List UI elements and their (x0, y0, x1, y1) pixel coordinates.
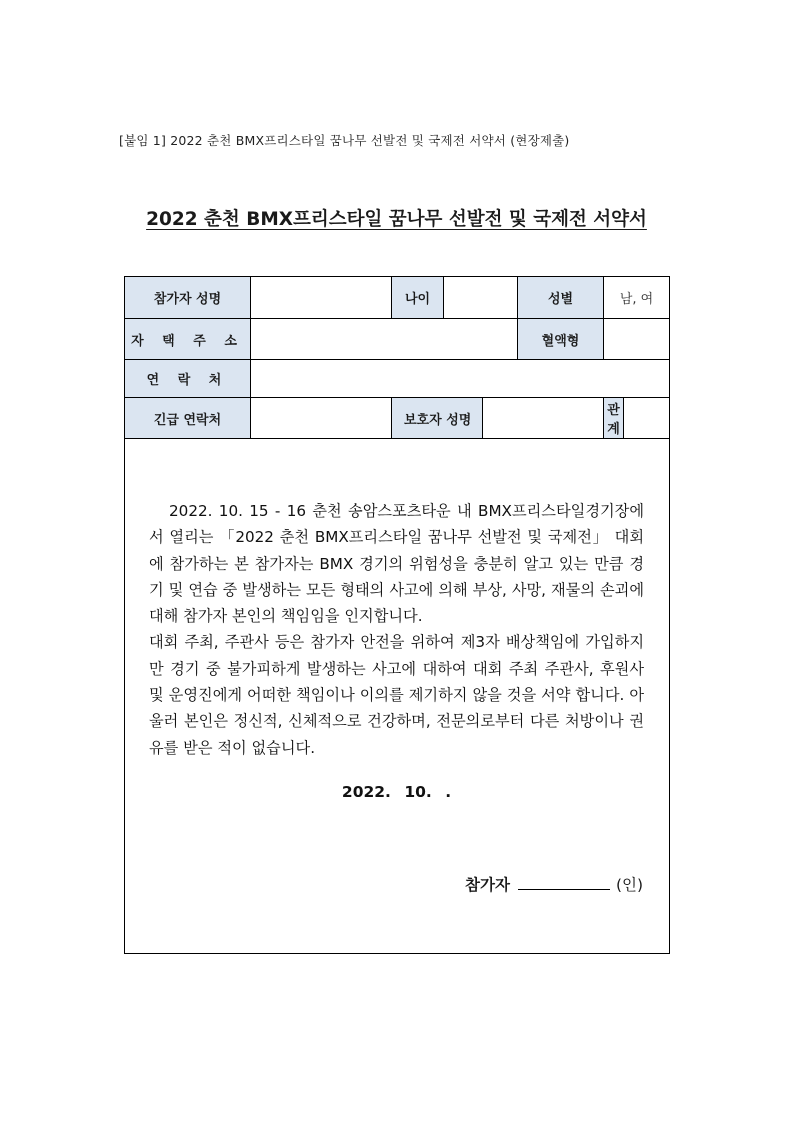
sex-label: 성별 (518, 277, 604, 319)
blood-type-field[interactable] (604, 319, 670, 360)
age-label: 나이 (392, 277, 444, 319)
age-field[interactable] (444, 277, 518, 319)
emergency-contact-label: 긴급 연락처 (125, 398, 251, 439)
contact-label: 연 락 처 (125, 360, 251, 398)
signature-field[interactable] (518, 875, 610, 890)
sex-field[interactable]: 남, 여 (604, 277, 670, 319)
name-label: 참가자 성명 (125, 277, 251, 319)
pledge-form-table (124, 276, 670, 954)
document-title: 2022 춘천 BMX프리스타일 꿈나무 선발전 및 국제전 서약서 (146, 209, 647, 230)
signer-label: 참가자 (465, 876, 510, 894)
relation-label: 관계 (604, 398, 624, 439)
signature-line (465, 873, 643, 895)
address-field[interactable] (251, 319, 518, 360)
pledge-paragraph-2: 대회 주최, 주관사 등은 참가자 안전을 위하여 제3자 배상책임에 가입하지만 경기 중 불가피하게 발생하는 사고에 대하여 대회 주최 주관사, 후원사 및 운영진에게 어떠한 책임이나 이의를 제기하지 않을 것을 서약 합니다. 아울러 본인은 정신적, 신체적으로 건강하며, 전문의로부터 다른 처방이나 권유를 받은 적이 없습니다. (149, 633, 645, 757)
name-field[interactable] (251, 277, 392, 319)
pledge-date: 2022. 10. . (341, 782, 452, 801)
guardian-name-label: 보호자 성명 (392, 398, 483, 439)
pledge-text (149, 498, 644, 805)
pledge-body (125, 439, 670, 954)
address-label: 자 택 주 소 (125, 319, 251, 360)
attachment-note: [붙임 1] 2022 춘천 BMX프리스타일 꿈나무 선발전 및 국제전 서약서 (현장제출) (119, 133, 570, 148)
relation-field[interactable] (624, 398, 670, 439)
emergency-contact-field[interactable] (251, 398, 392, 439)
seal-mark: (인) (615, 876, 644, 894)
contact-field[interactable] (251, 360, 670, 398)
blood-type-label: 혈액형 (518, 319, 604, 360)
pledge-paragraph-1: 2022. 10. 15 - 16 춘천 송암스포츠타운 내 BMX프리스타일경기장에서 열리는 「2022 춘천 BMX프리스타일 꿈나무 선발전 및 국제전」 대회에 참가하는 본 참가자는 BMX 경기의 위험성을 충분히 알고 있는 만큼 경기 및 연습 중 발생하는 모든 형태의 사고에 의해 부상, 사망, 재물의 손괴에 대해 참가자 본인의 책임임을 인지합니다. (149, 502, 645, 626)
guardian-name-field[interactable] (483, 398, 604, 439)
